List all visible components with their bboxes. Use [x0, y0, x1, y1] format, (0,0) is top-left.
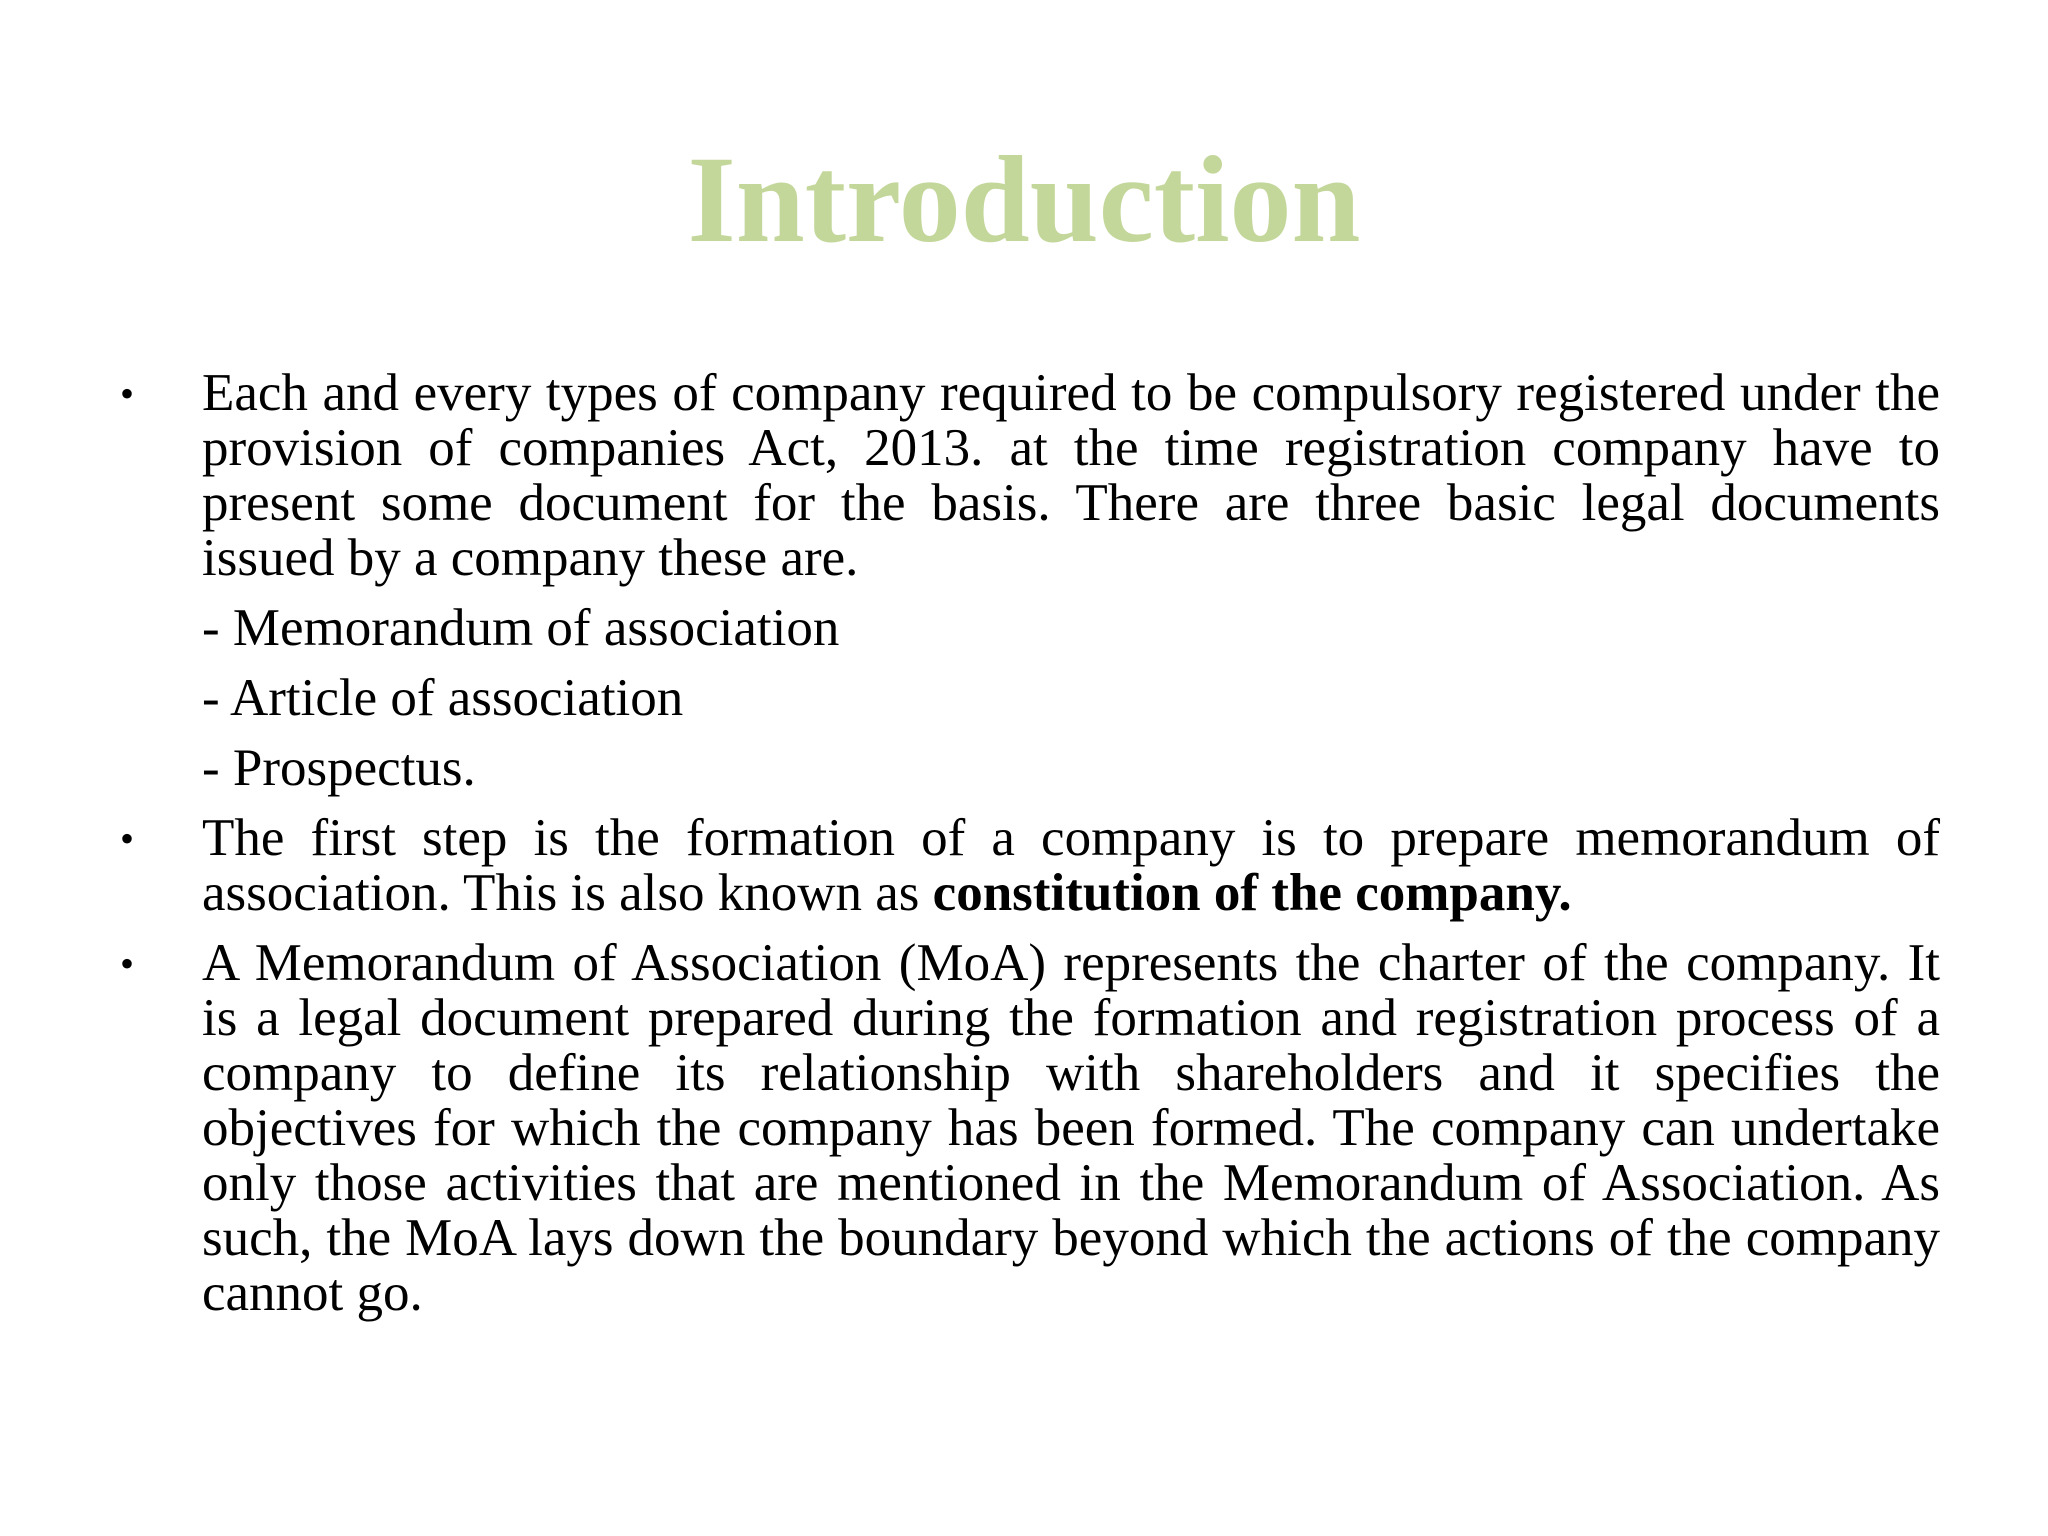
bullet-text: Each and every types of company required to be compulsory registered under the provision of companies Act, 2013. at the time registration company have to present some document for the basis. There are three basic legal documents issued by a company these are.	[202, 364, 1940, 587]
bullet-dot-icon: •	[120, 941, 135, 986]
bullet-text: A Memorandum of Association (MoA) represents the charter of the company. It is a legal document prepared during the formation and registration process of a company to define its relationship with shareholders and it specifies the objectives for which the company has been formed. The company can undertake only those activities that are mentioned in the Memorandum of Association. As such, the MoA lays down the boundary beyond which the actions of the company cannot go.	[202, 934, 1940, 1322]
slide-title: Introduction	[687, 131, 1361, 268]
sub-item-article: - Article of association	[202, 669, 684, 727]
bullet-item-first-step	[120, 811, 1940, 921]
bullet-dot-icon: •	[120, 816, 135, 861]
bullet-item-registration	[120, 366, 1940, 586]
sub-item-prospectus: - Prospectus.	[202, 739, 476, 797]
bullet-bold-text: constitution of the company.	[932, 864, 1572, 922]
bullet-dot-icon: •	[120, 371, 135, 416]
slide-body	[120, 366, 1940, 1321]
sub-item-memorandum: - Memorandum of association	[202, 599, 840, 657]
bullet-item-moa-definition	[120, 936, 1940, 1321]
bullet-text: The first step is the formation of a company is to prepare memorandum of association. This is also known as	[202, 809, 1940, 922]
